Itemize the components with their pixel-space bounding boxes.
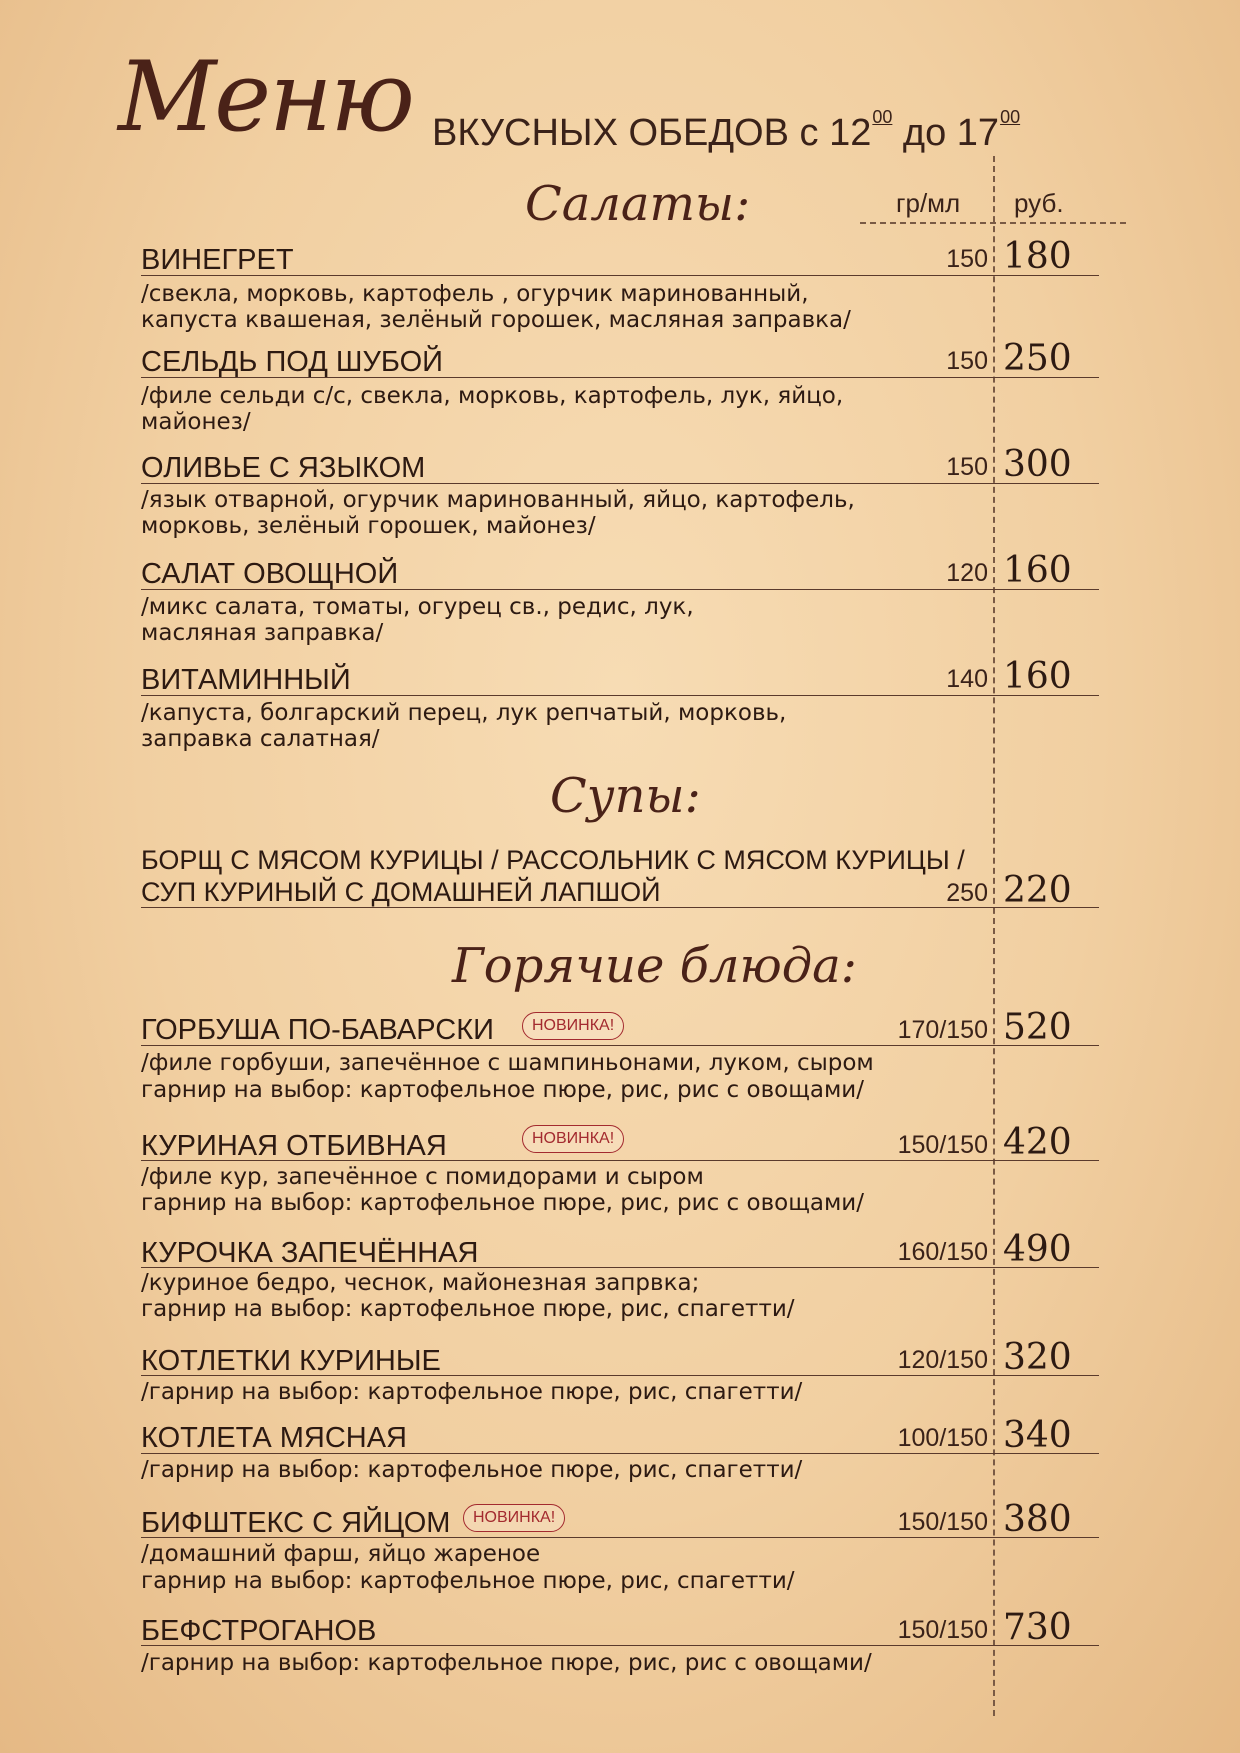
price-column-header: руб. [1014, 188, 1064, 218]
menu-item-price: 520 [1003, 1007, 1072, 1048]
item-underline [141, 1045, 1099, 1046]
time-to-minutes: 00 [1000, 107, 1021, 127]
menu-item-weight: 160/150 [897, 1238, 988, 1266]
menu-item-weight: 140 [946, 665, 988, 693]
menu-item-desc: /филе сельди с/с, свекла, морковь, картофель, лук, яйцо, [141, 383, 844, 409]
menu-item-weight: 120 [946, 559, 988, 587]
menu-item-name: СЕЛЬДЬ ПОД ШУБОЙ [141, 346, 444, 378]
menu-item-price: 730 [1003, 1607, 1072, 1648]
menu-item-desc: гарнир на выбор: картофельное пюре, рис, рис с овощами/ [141, 1190, 864, 1216]
menu-item-desc: /микс салата, томаты, огурец св., редис, лук, [141, 594, 694, 620]
menu-item-price: 160 [1003, 656, 1072, 697]
menu-item-name: БЕФСТРОГАНОВ [141, 1615, 377, 1647]
menu-item-name: БОРЩ С МЯСОМ КУРИЦЫ / РАССОЛЬНИК С МЯСОМ КУРИЦЫ / [141, 845, 965, 875]
menu-item-name: СУП КУРИНЫЙ С ДОМАШНЕЙ ЛАПШОЙ [141, 877, 661, 907]
subtitle-text: ВКУСНЫХ ОБЕДОВ с 12 [432, 112, 872, 154]
menu-item-desc: капуста квашеная, зелёный горошек, масляная заправка/ [141, 307, 851, 333]
menu-item-weight: 150/150 [897, 1508, 988, 1536]
item-underline [141, 1160, 1099, 1161]
menu-item-desc: масляная заправка/ [141, 620, 384, 646]
menu-item-desc: /гарнир на выбор: картофельное пюре, рис, спагетти/ [141, 1379, 803, 1405]
menu-item-desc: /куриное бедро, чеснок, майонезная запрвка; [141, 1270, 700, 1296]
menu-item-price: 380 [1003, 1499, 1072, 1540]
menu-item-weight: 120/150 [897, 1346, 988, 1374]
menu-item-desc: /филе горбуши, запечённое с шампиньонами, луком, сыром [141, 1050, 874, 1076]
time-from-minutes: 00 [872, 107, 893, 127]
item-underline [141, 275, 1099, 276]
menu-item-price: 420 [1003, 1122, 1072, 1163]
item-underline [141, 695, 1099, 696]
menu-item-name: КОТЛЕТА МЯСНАЯ [141, 1422, 407, 1454]
item-underline [141, 589, 1099, 590]
menu-item-desc: майонез/ [141, 409, 251, 435]
menu-item-weight: 250 [946, 879, 988, 907]
menu-item-desc: /гарнир на выбор: картофельное пюре, рис, спагетти/ [141, 1457, 803, 1483]
menu-item-desc: /свекла, морковь, картофель , огурчик маринованный, [141, 281, 809, 307]
new-badge: НОВИНКА! [522, 1125, 624, 1153]
item-underline [141, 1645, 1099, 1646]
item-underline [141, 483, 1099, 484]
menu-subtitle [432, 94, 1020, 156]
menu-item-weight: 150/150 [897, 1131, 988, 1159]
item-underline [141, 1375, 1099, 1376]
menu-item-desc: /язык отварной, огурчик маринованный, яйцо, картофель, [141, 487, 855, 513]
section-title-soups: Супы: [550, 768, 701, 824]
subtitle-middle: до 17 [892, 112, 1000, 154]
menu-item-price: 220 [1003, 870, 1072, 911]
item-underline [141, 1453, 1099, 1454]
item-underline [141, 1267, 1099, 1268]
weight-column-header: гр/мл [896, 188, 961, 218]
menu-item-weight: 170/150 [897, 1016, 988, 1044]
column-divider [993, 156, 995, 1716]
menu-item-desc: заправка салатная/ [141, 726, 380, 752]
menu-item-desc: /домашний фарш, яйцо жареное [141, 1541, 541, 1567]
section-title-hot-dishes: Горячие блюда: [452, 938, 857, 994]
menu-item-price: 160 [1003, 550, 1072, 591]
menu-item-desc: гарнир на выбор: картофельное пюре, рис, рис с овощами/ [141, 1077, 864, 1103]
menu-item-name: САЛАТ ОВОЩНОЙ [141, 558, 399, 590]
menu-item-name: ВИНЕГРЕТ [141, 244, 294, 276]
item-underline [141, 377, 1099, 378]
menu-item-price: 320 [1003, 1337, 1072, 1378]
menu-item-name: КУРОЧКА ЗАПЕЧЁННАЯ [141, 1237, 479, 1269]
menu-script-title: Меню [118, 41, 413, 153]
menu-item-weight: 150 [946, 245, 988, 273]
new-badge: НОВИНКА! [463, 1504, 565, 1532]
menu-item-name: КОТЛЕТКИ КУРИНЫЕ [141, 1345, 441, 1377]
menu-item-name: ГОРБУША ПО-БАВАРСКИ [141, 1014, 494, 1046]
item-underline [141, 1537, 1099, 1538]
item-underline [141, 907, 1099, 908]
menu-item-weight: 150/150 [897, 1616, 988, 1644]
menu-item-desc: /капуста, болгарский перец, лук репчатый, морковь, [141, 700, 787, 726]
menu-item-price: 300 [1003, 444, 1072, 485]
new-badge: НОВИНКА! [522, 1012, 624, 1040]
menu-item-name: ВИТАМИННЫЙ [141, 664, 351, 696]
menu-item-name: БИФШТЕКС С ЯЙЦОМ [141, 1507, 451, 1539]
menu-item-weight: 100/150 [897, 1424, 988, 1452]
menu-item-weight: 150 [946, 347, 988, 375]
menu-item-price: 490 [1003, 1229, 1072, 1270]
menu-item-name: ОЛИВЬЕ С ЯЗЫКОМ [141, 452, 426, 484]
menu-item-name: КУРИНАЯ ОТБИВНАЯ [141, 1130, 447, 1162]
menu-item-price: 340 [1003, 1415, 1072, 1456]
menu-item-desc: /филе кур, запечённое с помидорами и сыром [141, 1164, 704, 1190]
section-title-salads: Салаты: [525, 176, 751, 232]
menu-item-price: 250 [1003, 338, 1072, 379]
menu-item-desc: /гарнир на выбор: картофельное пюре, рис, рис с овощами/ [141, 1650, 872, 1676]
menu-item-desc: морковь, зелёный горошек, майонез/ [141, 513, 596, 539]
menu-item-desc: гарнир на выбор: картофельное пюре, рис, спагетти/ [141, 1296, 795, 1322]
menu-item-desc: гарнир на выбор: картофельное пюре, рис, спагетти/ [141, 1568, 795, 1594]
menu-item-weight: 150 [946, 453, 988, 481]
menu-item-price: 180 [1003, 236, 1072, 277]
